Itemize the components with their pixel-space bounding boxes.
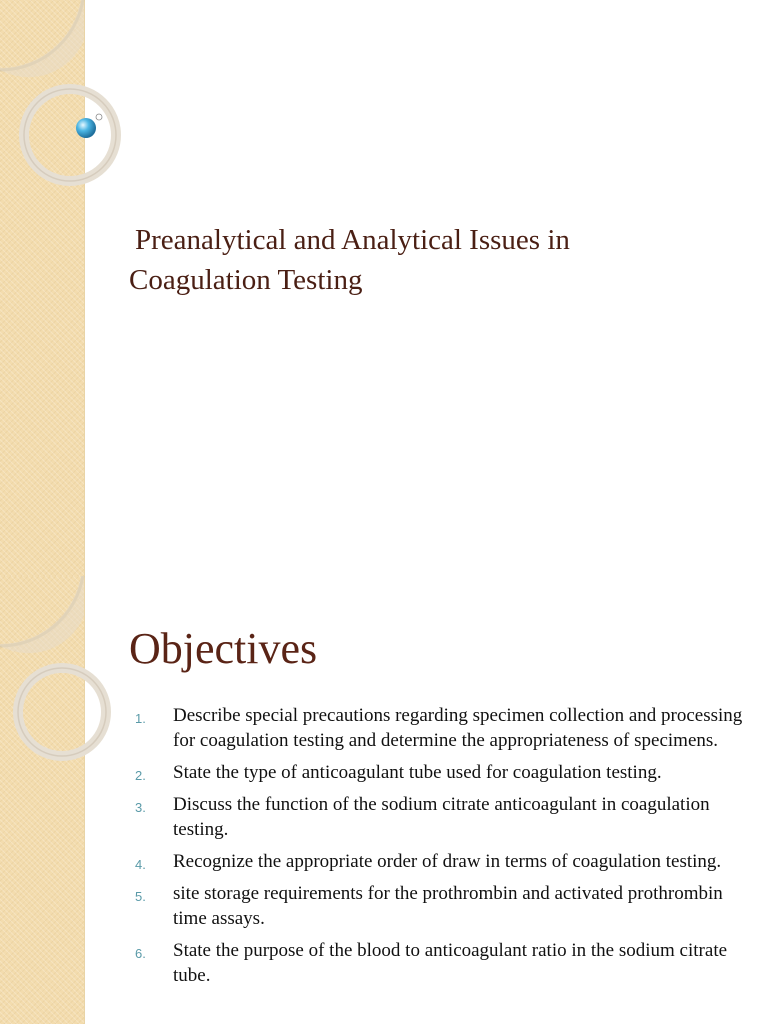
list-item bbox=[129, 849, 749, 874]
objectives-heading: Objectives bbox=[129, 624, 318, 673]
list-number: 1. bbox=[135, 711, 146, 726]
title-line-1: Preanalytical and Analytical Issues in bbox=[135, 224, 570, 256]
list-text: State the type of anticoagulant tube used for coagulation testing. bbox=[173, 762, 662, 783]
list-number: 6. bbox=[135, 946, 146, 961]
list-text: State the purpose of the blood to anticoagulant ratio in the sodium citrate tube. bbox=[173, 940, 728, 986]
list-text: Recognize the appropriate order of draw in terms of coagulation testing. bbox=[173, 851, 722, 872]
list-item bbox=[129, 881, 749, 931]
decorative-rings-icon bbox=[0, 0, 140, 200]
title-line-2: Coagulation Testing bbox=[129, 264, 363, 296]
list-number: 5. bbox=[135, 889, 146, 904]
list-item bbox=[129, 938, 749, 988]
list-item bbox=[129, 703, 749, 753]
objectives-slide bbox=[0, 576, 768, 1024]
list-item bbox=[129, 792, 749, 842]
list-number: 4. bbox=[135, 857, 146, 872]
decorative-rings-icon bbox=[0, 576, 140, 776]
presentation-title bbox=[129, 220, 749, 300]
list-text: Discuss the function of the sodium citrate anticoagulant in coagulation testing. bbox=[173, 794, 710, 840]
list-number: 2. bbox=[135, 768, 146, 783]
list-text: Describe special precautions regarding specimen collection and processing for coagulation testing and determine the appropriateness of specimens. bbox=[173, 705, 743, 751]
list-item bbox=[129, 760, 749, 785]
objectives-list bbox=[129, 703, 749, 995]
list-number: 3. bbox=[135, 800, 146, 815]
list-text: site storage requirements for the prothrombin and activated prothrombin time assays. bbox=[173, 883, 723, 929]
